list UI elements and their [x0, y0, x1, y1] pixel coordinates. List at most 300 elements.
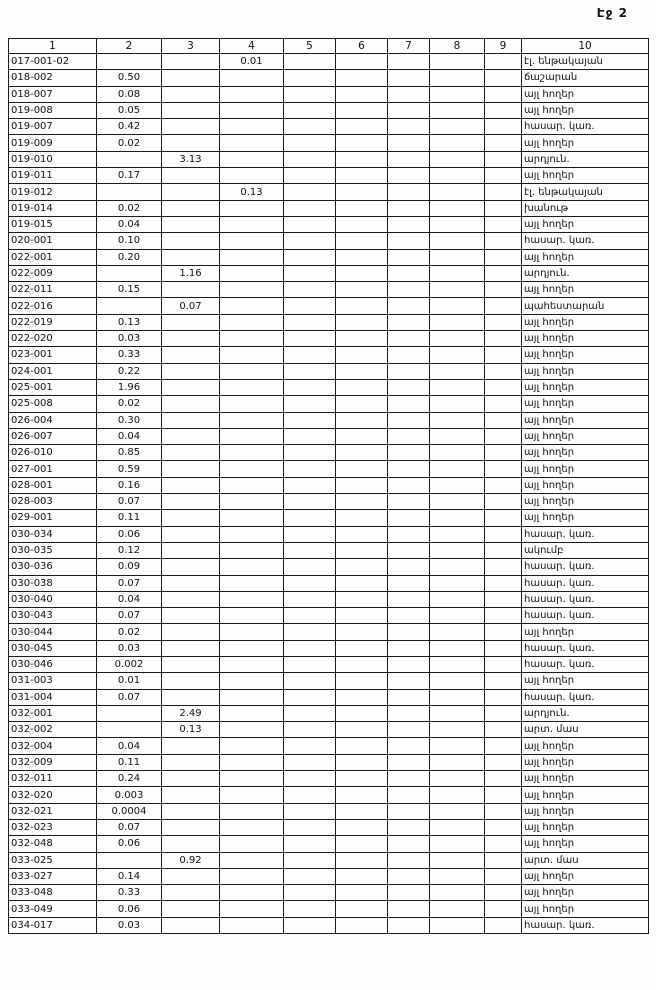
cell-value-col3 — [162, 656, 220, 672]
cell-value-col7 — [388, 689, 430, 705]
cell-value-col5 — [284, 705, 336, 721]
cell-value-col8 — [430, 151, 485, 167]
cell-value-col7 — [388, 412, 430, 428]
cell-parcel-code: 022-011 — [9, 282, 97, 298]
cell-value-col7 — [388, 363, 430, 379]
cell-parcel-code: 019-007 — [9, 119, 97, 135]
cell-value-col5 — [284, 412, 336, 428]
table-row — [9, 608, 649, 624]
cell-value-col3 — [162, 901, 220, 917]
cell-value-col3: 0.13 — [162, 722, 220, 738]
cell-value-col4 — [220, 575, 284, 591]
cell-parcel-code: 019-011 — [9, 168, 97, 184]
cell-value-col3 — [162, 575, 220, 591]
cell-value-col4 — [220, 412, 284, 428]
table-row — [9, 445, 649, 461]
cell-value-col3 — [162, 917, 220, 933]
cell-value-col6 — [336, 151, 388, 167]
cell-value-col9 — [485, 559, 522, 575]
cell-value-col5 — [284, 640, 336, 656]
cell-value-col5 — [284, 738, 336, 754]
cell-value-col6 — [336, 787, 388, 803]
cell-value-col6 — [336, 461, 388, 477]
cell-value-col6 — [336, 608, 388, 624]
cell-parcel-code: 030-034 — [9, 526, 97, 542]
cell-value-col9 — [485, 282, 522, 298]
cell-land-use: հասար. կառ. — [522, 917, 649, 933]
cell-value-col7 — [388, 200, 430, 216]
cell-value-col4 — [220, 200, 284, 216]
cell-value-col6 — [336, 184, 388, 200]
cell-value-col4 — [220, 249, 284, 265]
cell-value-col5 — [284, 803, 336, 819]
table-row — [9, 819, 649, 835]
cell-value-col2: 0.50 — [97, 70, 162, 86]
cell-value-col3 — [162, 885, 220, 901]
cell-value-col3: 2.49 — [162, 705, 220, 721]
cell-value-col3 — [162, 673, 220, 689]
cell-value-col3 — [162, 184, 220, 200]
cell-value-col2: 0.07 — [97, 819, 162, 835]
table-row — [9, 216, 649, 232]
cell-value-col3: 1.16 — [162, 265, 220, 281]
table-row — [9, 184, 649, 200]
column-header-4: 4 — [220, 39, 284, 54]
cell-value-col4 — [220, 819, 284, 835]
cell-value-col4 — [220, 445, 284, 461]
cell-value-col9 — [485, 265, 522, 281]
table-row — [9, 363, 649, 379]
cell-value-col6 — [336, 803, 388, 819]
cell-value-col8 — [430, 477, 485, 493]
cell-value-col9 — [485, 705, 522, 721]
cell-value-col4 — [220, 510, 284, 526]
cell-land-use: այլ հողեր — [522, 379, 649, 395]
cell-land-use: խանութ — [522, 200, 649, 216]
cell-value-col7 — [388, 542, 430, 558]
cell-parcel-code: 019-012 — [9, 184, 97, 200]
cell-value-col9 — [485, 510, 522, 526]
cell-value-col8 — [430, 689, 485, 705]
cell-value-col8 — [430, 771, 485, 787]
cell-value-col7 — [388, 868, 430, 884]
cell-value-col9 — [485, 70, 522, 86]
cell-value-col8 — [430, 54, 485, 70]
cell-value-col5 — [284, 689, 336, 705]
table-row — [9, 135, 649, 151]
cell-value-col4: 0.13 — [220, 184, 284, 200]
cell-land-use: հասար. կառ. — [522, 656, 649, 672]
cell-land-use: հասար. կառ. — [522, 233, 649, 249]
cell-value-col8 — [430, 754, 485, 770]
cell-value-col3 — [162, 803, 220, 819]
cell-value-col3 — [162, 347, 220, 363]
cell-value-col5 — [284, 771, 336, 787]
cell-value-col7 — [388, 70, 430, 86]
cell-value-col8 — [430, 314, 485, 330]
cell-value-col7 — [388, 526, 430, 542]
cell-value-col2: 0.07 — [97, 494, 162, 510]
cell-value-col8 — [430, 738, 485, 754]
cell-value-col5 — [284, 102, 336, 118]
cell-value-col4 — [220, 673, 284, 689]
cell-value-col4 — [220, 624, 284, 640]
cell-value-col5 — [284, 86, 336, 102]
cell-land-use: այլ հողեր — [522, 901, 649, 917]
cell-value-col8 — [430, 885, 485, 901]
cell-value-col2 — [97, 54, 162, 70]
cell-land-use: պահեստարան — [522, 298, 649, 314]
cell-value-col2: 0.07 — [97, 608, 162, 624]
table-row — [9, 282, 649, 298]
table-row — [9, 119, 649, 135]
cell-value-col4 — [220, 363, 284, 379]
cell-value-col8 — [430, 428, 485, 444]
cell-value-col2: 0.07 — [97, 689, 162, 705]
cell-value-col9 — [485, 363, 522, 379]
table-row — [9, 494, 649, 510]
table-row — [9, 428, 649, 444]
cell-land-use: այլ հողեր — [522, 624, 649, 640]
cell-value-col8 — [430, 200, 485, 216]
cell-value-col7 — [388, 738, 430, 754]
cell-value-col8 — [430, 852, 485, 868]
cell-value-col4 — [220, 559, 284, 575]
table-row — [9, 200, 649, 216]
cell-value-col2: 0.002 — [97, 656, 162, 672]
cell-land-use: այլ հողեր — [522, 771, 649, 787]
cell-value-col6 — [336, 510, 388, 526]
cell-land-use: արդյուն. — [522, 265, 649, 281]
cell-value-col5 — [284, 624, 336, 640]
cell-parcel-code: 030-043 — [9, 608, 97, 624]
cell-value-col3 — [162, 819, 220, 835]
cell-value-col7 — [388, 510, 430, 526]
cell-value-col5 — [284, 396, 336, 412]
cell-value-col4: 0.01 — [220, 54, 284, 70]
table-row — [9, 461, 649, 477]
cell-value-col2: 0.08 — [97, 86, 162, 102]
cell-value-col9 — [485, 917, 522, 933]
cell-value-col4 — [220, 852, 284, 868]
cell-value-col9 — [485, 119, 522, 135]
cell-value-col4 — [220, 216, 284, 232]
cell-value-col9 — [485, 200, 522, 216]
cell-value-col5 — [284, 477, 336, 493]
page-number-label: Էջ 2 — [596, 6, 628, 20]
cell-value-col5 — [284, 608, 336, 624]
cell-value-col3 — [162, 754, 220, 770]
cell-parcel-code: 032-001 — [9, 705, 97, 721]
cell-value-col7 — [388, 184, 430, 200]
table-row — [9, 836, 649, 852]
cell-parcel-code: 029-001 — [9, 510, 97, 526]
cell-value-col8 — [430, 559, 485, 575]
cell-value-col5 — [284, 901, 336, 917]
table-row — [9, 771, 649, 787]
cell-value-col3 — [162, 771, 220, 787]
cell-value-col8 — [430, 494, 485, 510]
cell-land-use: այլ հողեր — [522, 445, 649, 461]
cell-value-col2: 0.06 — [97, 901, 162, 917]
cell-parcel-code: 022-019 — [9, 314, 97, 330]
cell-value-col8 — [430, 461, 485, 477]
cell-value-col6 — [336, 298, 388, 314]
cell-land-use: այլ հողեր — [522, 738, 649, 754]
cell-value-col4 — [220, 314, 284, 330]
cell-land-use: արտ. մաս — [522, 722, 649, 738]
cell-value-col2: 0.0004 — [97, 803, 162, 819]
cell-parcel-code: 031-003 — [9, 673, 97, 689]
cell-value-col4 — [220, 135, 284, 151]
cell-value-col6 — [336, 233, 388, 249]
table-row — [9, 102, 649, 118]
cell-value-col9 — [485, 640, 522, 656]
cell-value-col2: 0.22 — [97, 363, 162, 379]
cell-parcel-code: 033-025 — [9, 852, 97, 868]
table-row — [9, 86, 649, 102]
cell-land-use: այլ հողեր — [522, 461, 649, 477]
cell-value-col4 — [220, 901, 284, 917]
cell-value-col9 — [485, 233, 522, 249]
cell-value-col9 — [485, 656, 522, 672]
cell-land-use: էլ. ենթակայան — [522, 184, 649, 200]
table-row — [9, 477, 649, 493]
cell-parcel-code: 022-009 — [9, 265, 97, 281]
cell-value-col5 — [284, 119, 336, 135]
cell-value-col2: 0.01 — [97, 673, 162, 689]
cell-value-col6 — [336, 412, 388, 428]
cell-value-col9 — [485, 54, 522, 70]
cell-parcel-code: 023-001 — [9, 347, 97, 363]
cell-value-col5 — [284, 331, 336, 347]
cell-value-col5 — [284, 151, 336, 167]
cell-value-col9 — [485, 771, 522, 787]
cell-value-col3 — [162, 608, 220, 624]
cell-value-col4 — [220, 331, 284, 347]
cell-value-col5 — [284, 233, 336, 249]
cell-value-col5 — [284, 70, 336, 86]
cell-parcel-code: 020-001 — [9, 233, 97, 249]
cell-value-col3 — [162, 542, 220, 558]
cell-value-col8 — [430, 168, 485, 184]
cell-parcel-code: 032-021 — [9, 803, 97, 819]
cell-value-col8 — [430, 640, 485, 656]
cell-value-col2: 0.02 — [97, 200, 162, 216]
table-row — [9, 298, 649, 314]
cell-value-col3: 0.07 — [162, 298, 220, 314]
cell-land-use: այլ հողեր — [522, 102, 649, 118]
cell-value-col6 — [336, 901, 388, 917]
cell-value-col8 — [430, 868, 485, 884]
cell-land-use: այլ հողեր — [522, 494, 649, 510]
cell-value-col4 — [220, 836, 284, 852]
cell-value-col9 — [485, 542, 522, 558]
cell-value-col8 — [430, 819, 485, 835]
cell-value-col8 — [430, 249, 485, 265]
cell-value-col9 — [485, 754, 522, 770]
cell-value-col7 — [388, 754, 430, 770]
cell-value-col2 — [97, 265, 162, 281]
cell-value-col2: 0.11 — [97, 754, 162, 770]
cell-value-col8 — [430, 102, 485, 118]
cell-value-col7 — [388, 298, 430, 314]
cell-value-col8 — [430, 787, 485, 803]
table-row — [9, 249, 649, 265]
cell-value-col7 — [388, 885, 430, 901]
table-row — [9, 705, 649, 721]
cell-value-col6 — [336, 917, 388, 933]
cell-value-col5 — [284, 917, 336, 933]
cell-value-col7 — [388, 135, 430, 151]
cell-value-col3 — [162, 510, 220, 526]
cell-value-col8 — [430, 591, 485, 607]
cell-value-col4 — [220, 787, 284, 803]
cell-parcel-code: 018-002 — [9, 70, 97, 86]
cell-value-col2: 0.13 — [97, 314, 162, 330]
cell-value-col6 — [336, 216, 388, 232]
cell-value-col5 — [284, 787, 336, 803]
cell-value-col9 — [485, 445, 522, 461]
cell-value-col4 — [220, 526, 284, 542]
cell-value-col6 — [336, 477, 388, 493]
cell-value-col4 — [220, 151, 284, 167]
cell-parcel-code: 033-049 — [9, 901, 97, 917]
table-row — [9, 901, 649, 917]
cell-value-col4 — [220, 265, 284, 281]
cell-value-col4 — [220, 738, 284, 754]
cell-value-col7 — [388, 216, 430, 232]
cell-value-col9 — [485, 331, 522, 347]
cell-value-col9 — [485, 461, 522, 477]
cell-value-col9 — [485, 102, 522, 118]
cell-value-col2: 0.03 — [97, 331, 162, 347]
cell-parcel-code: 033-027 — [9, 868, 97, 884]
cell-value-col3 — [162, 119, 220, 135]
cell-land-use: այլ հողեր — [522, 396, 649, 412]
cell-value-col5 — [284, 494, 336, 510]
cell-value-col6 — [336, 102, 388, 118]
cell-value-col9 — [485, 347, 522, 363]
cell-value-col9 — [485, 86, 522, 102]
cell-value-col5 — [284, 559, 336, 575]
cell-parcel-code: 019-014 — [9, 200, 97, 216]
cell-value-col4 — [220, 591, 284, 607]
cell-value-col3 — [162, 526, 220, 542]
cell-land-use: այլ հողեր — [522, 510, 649, 526]
cell-value-col7 — [388, 608, 430, 624]
cell-value-col9 — [485, 836, 522, 852]
cell-parcel-code: 027-001 — [9, 461, 97, 477]
cell-value-col4 — [220, 705, 284, 721]
cell-parcel-code: 030-040 — [9, 591, 97, 607]
table-row — [9, 722, 649, 738]
cell-land-use: այլ հողեր — [522, 347, 649, 363]
cell-value-col9 — [485, 885, 522, 901]
cell-parcel-code: 032-011 — [9, 771, 97, 787]
cell-value-col2: 0.02 — [97, 624, 162, 640]
cell-value-col7 — [388, 722, 430, 738]
cell-value-col7 — [388, 461, 430, 477]
cell-land-use: հասար. կառ. — [522, 689, 649, 705]
cell-value-col2: 0.85 — [97, 445, 162, 461]
cell-value-col6 — [336, 54, 388, 70]
cell-value-col5 — [284, 445, 336, 461]
cell-value-col6 — [336, 656, 388, 672]
cell-value-col4 — [220, 282, 284, 298]
column-header-10: 10 — [522, 39, 649, 54]
cell-value-col6 — [336, 575, 388, 591]
cell-value-col6 — [336, 379, 388, 395]
cell-value-col3 — [162, 461, 220, 477]
cell-value-col7 — [388, 673, 430, 689]
cell-value-col7 — [388, 347, 430, 363]
cell-value-col9 — [485, 673, 522, 689]
cell-value-col9 — [485, 868, 522, 884]
cell-value-col8 — [430, 917, 485, 933]
cell-value-col5 — [284, 526, 336, 542]
cell-value-col3 — [162, 787, 220, 803]
cell-value-col2: 0.10 — [97, 233, 162, 249]
cell-value-col8 — [430, 363, 485, 379]
cell-land-use: այլ հողեր — [522, 787, 649, 803]
cell-value-col5 — [284, 591, 336, 607]
cell-value-col3 — [162, 331, 220, 347]
cell-value-col3 — [162, 216, 220, 232]
cell-value-col8 — [430, 624, 485, 640]
cell-value-col7 — [388, 656, 430, 672]
cell-value-col4 — [220, 347, 284, 363]
cell-value-col5 — [284, 836, 336, 852]
cell-value-col6 — [336, 347, 388, 363]
cell-value-col7 — [388, 249, 430, 265]
cell-land-use: այլ հողեր — [522, 282, 649, 298]
cell-value-col7 — [388, 282, 430, 298]
cell-land-use: էլ. ենթակայան — [522, 54, 649, 70]
cell-value-col8 — [430, 542, 485, 558]
cell-parcel-code: 032-023 — [9, 819, 97, 835]
cell-value-col2: 0.02 — [97, 396, 162, 412]
table-row — [9, 412, 649, 428]
cell-value-col8 — [430, 233, 485, 249]
cell-parcel-code: 031-004 — [9, 689, 97, 705]
cell-value-col4 — [220, 233, 284, 249]
cell-value-col6 — [336, 314, 388, 330]
cell-value-col3 — [162, 494, 220, 510]
cell-value-col6 — [336, 689, 388, 705]
cell-value-col6 — [336, 705, 388, 721]
table-row — [9, 233, 649, 249]
cell-value-col4 — [220, 396, 284, 412]
table-row — [9, 885, 649, 901]
cell-value-col4 — [220, 86, 284, 102]
column-header-9: 9 — [485, 39, 522, 54]
cell-parcel-code: 019-015 — [9, 216, 97, 232]
cell-value-col9 — [485, 803, 522, 819]
cell-value-col3 — [162, 86, 220, 102]
cell-value-col9 — [485, 624, 522, 640]
cell-value-col7 — [388, 803, 430, 819]
table-row — [9, 591, 649, 607]
cell-value-col2: 0.04 — [97, 216, 162, 232]
cell-value-col8 — [430, 412, 485, 428]
cell-value-col8 — [430, 135, 485, 151]
table-row — [9, 803, 649, 819]
cell-value-col4 — [220, 689, 284, 705]
cell-value-col7 — [388, 591, 430, 607]
cell-value-col6 — [336, 640, 388, 656]
cell-value-col5 — [284, 510, 336, 526]
